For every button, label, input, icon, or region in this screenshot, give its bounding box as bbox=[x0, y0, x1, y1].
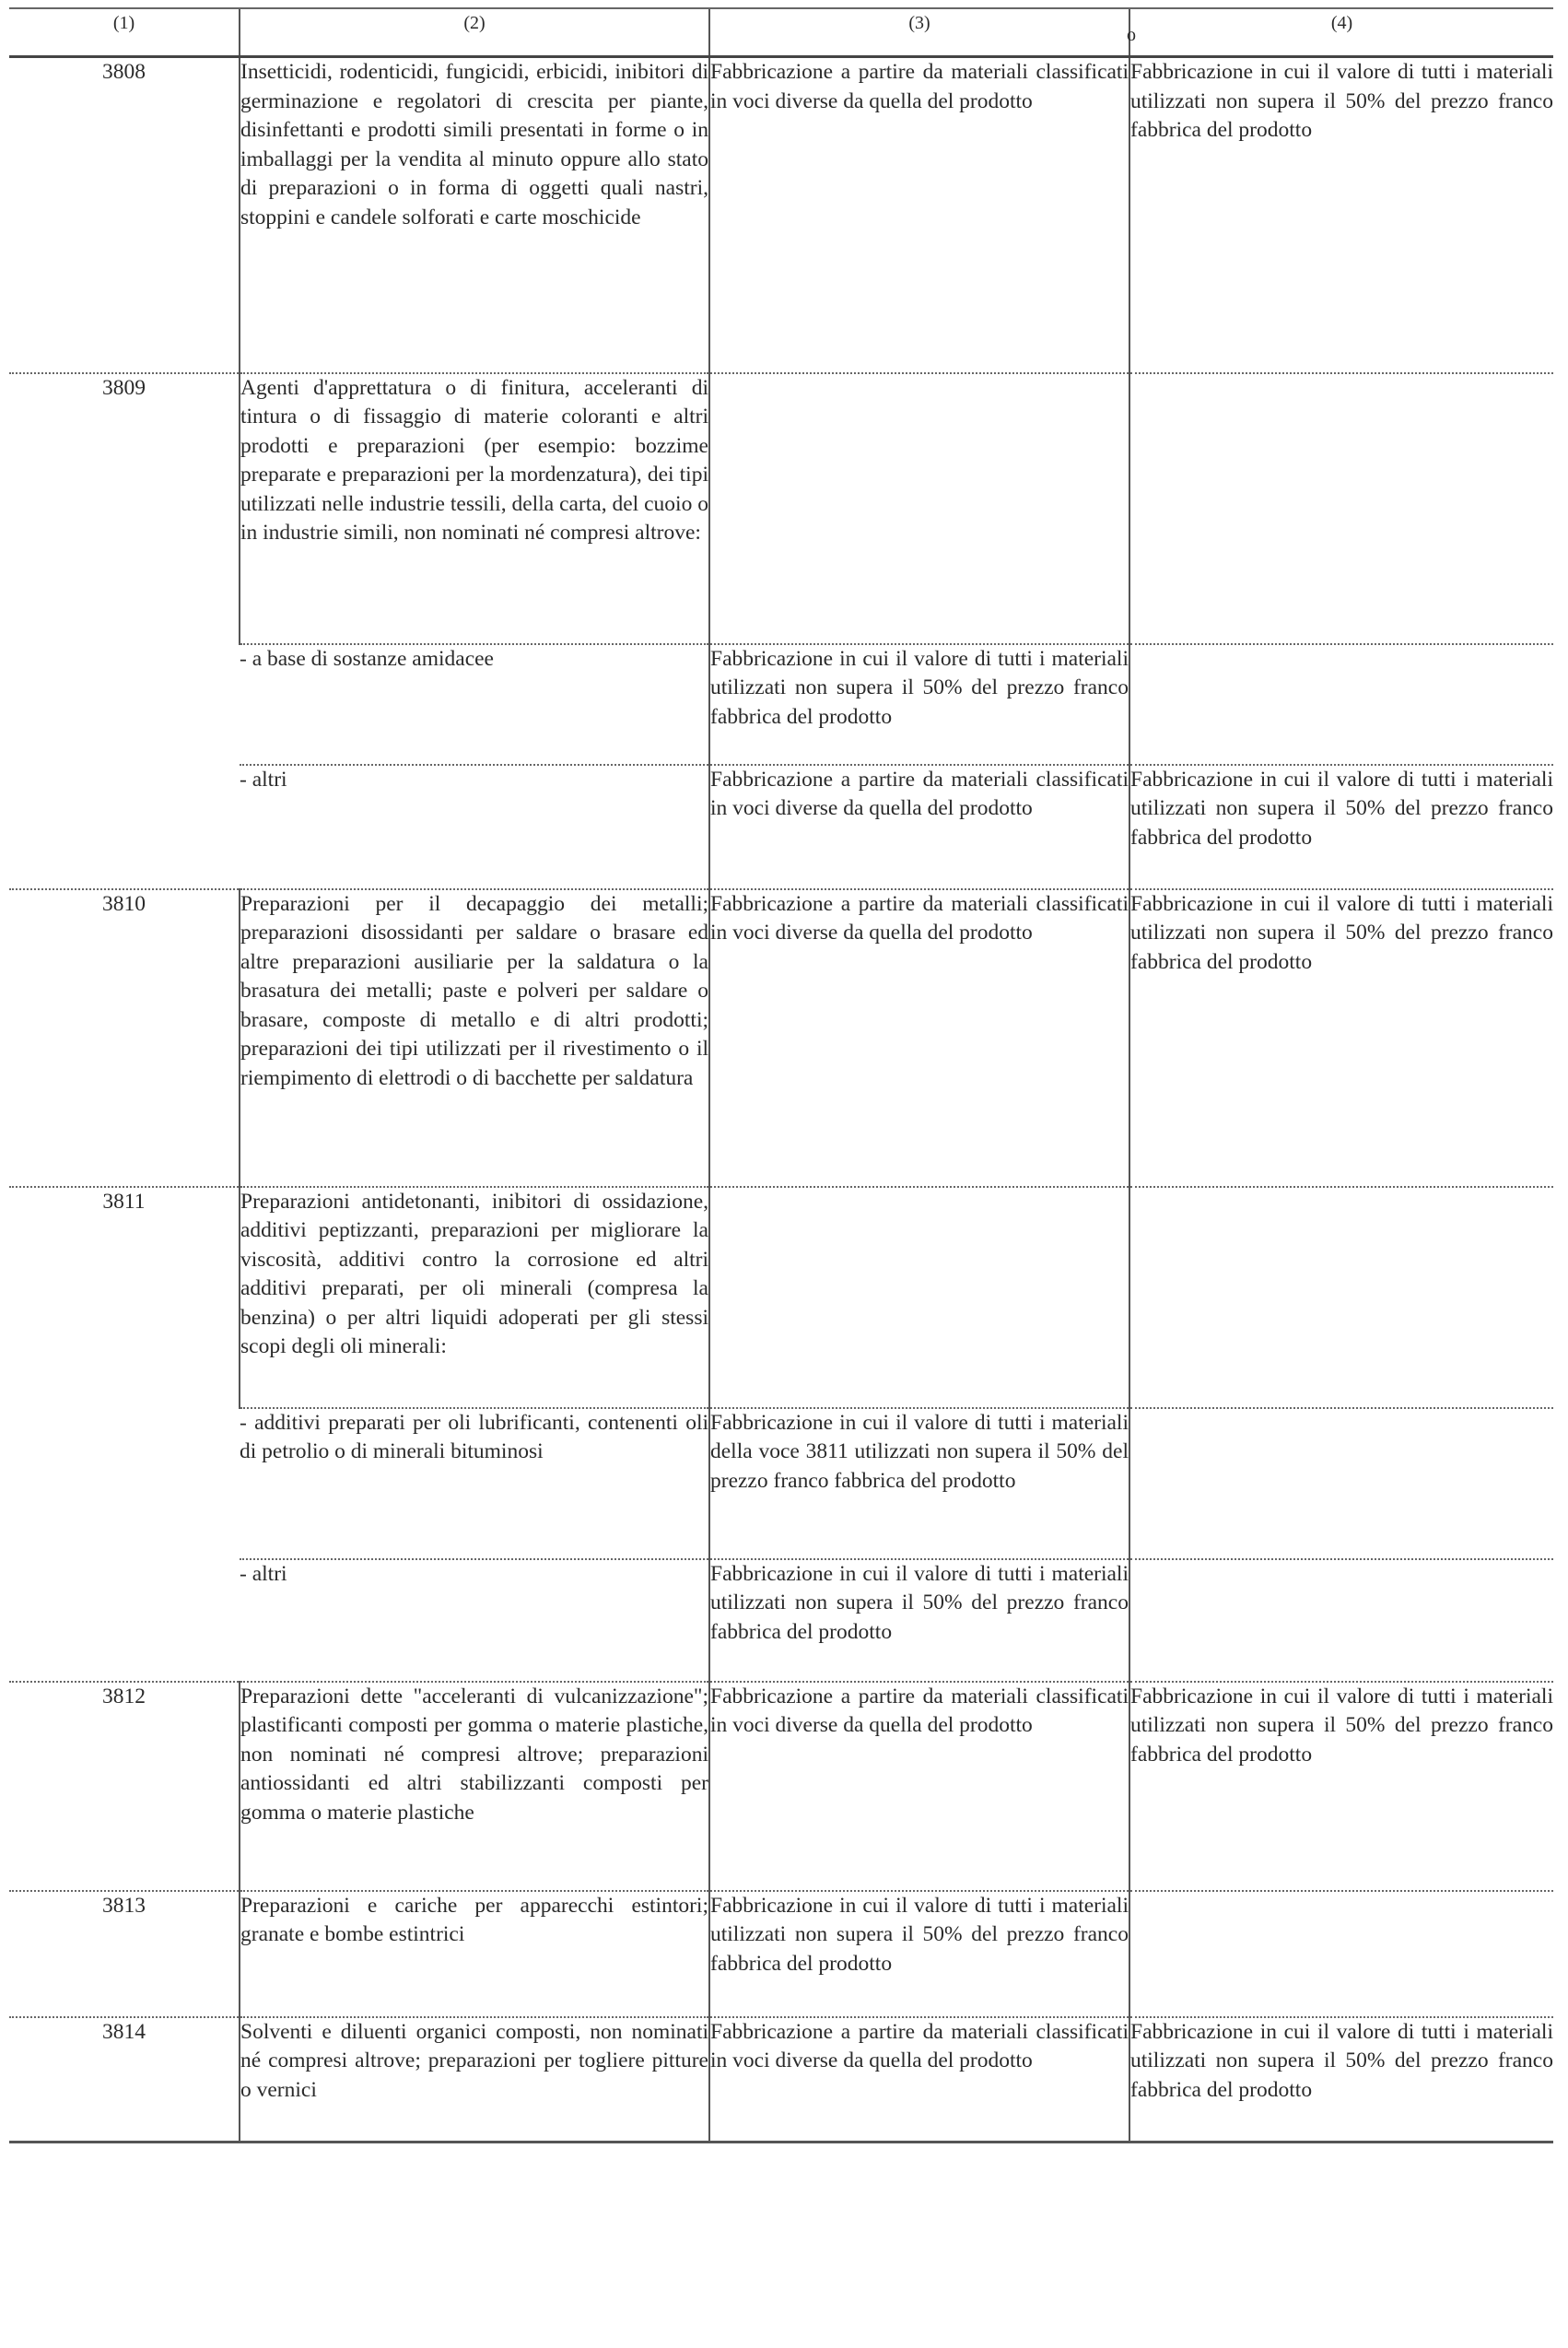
product-subdescription: - additivi preparati per oli lubrificanti, contenenti oli di petrolio o di minerali bituminosi bbox=[240, 1408, 709, 1559]
rule-col-4 bbox=[1129, 1559, 1553, 1682]
rule-col-4 bbox=[1129, 373, 1553, 644]
rule-col-4: Fabbricazione in cui il valore di tutti i materiali utilizzati non supera il 50% del prezzo franco fabbrica del prodotto bbox=[1129, 1682, 1553, 1891]
hs-code: 3809 bbox=[9, 373, 240, 889]
hs-code: 3811 bbox=[9, 1187, 240, 1682]
hs-code: 3814 bbox=[9, 2017, 240, 2143]
product-description: Preparazioni dette "acceleranti di vulcanizzazione"; plastificanti composti per gomma o materie plastiche, non nominati né compresi altrove; preparazioni antiossidanti ed altri stabilizzanti composti per gomma o materie plastiche bbox=[240, 1682, 709, 1891]
table-row bbox=[9, 644, 1553, 765]
rule-col-3: Fabbricazione in cui il valore di tutti i materiali utilizzati non supera il 50% del prezzo franco fabbrica del prodotto bbox=[709, 644, 1129, 765]
product-subdescription: - a base di sostanze amidacee bbox=[240, 644, 709, 765]
table-row bbox=[9, 1891, 1553, 2017]
rule-col-4 bbox=[1129, 1408, 1553, 1559]
hs-code: 3810 bbox=[9, 889, 240, 1187]
rule-col-4: Fabbricazione in cui il valore di tutti i materiali utilizzati non supera il 50% del prezzo franco fabbrica del prodotto bbox=[1129, 57, 1553, 373]
rules-table bbox=[9, 7, 1553, 2143]
hs-code: 3813 bbox=[9, 1891, 240, 2017]
product-subdescription: - altri bbox=[240, 1559, 709, 1682]
table-header-row bbox=[9, 8, 1553, 57]
header-col-2: (2) bbox=[240, 8, 709, 57]
table-row bbox=[9, 1408, 1553, 1559]
product-description: Agenti d'apprettatura o di finitura, acceleranti di tintura o di fissaggio di materie coloranti e altri prodotti e preparazioni (per esempio: bozzime preparate e preparazioni per la mordenzatura), dei tipi utilizzati nelle industrie tessili, della carta, del cuoio o in industrie simili, non nominati né compresi altrove: bbox=[240, 373, 709, 644]
table-row bbox=[9, 2017, 1553, 2143]
rule-col-3: Fabbricazione a partire da materiali classificati in voci diverse da quella del prodotto bbox=[709, 57, 1129, 373]
rule-col-3: Fabbricazione a partire da materiali classificati in voci diverse da quella del prodotto bbox=[709, 1682, 1129, 1891]
header-col-3-label: (3) bbox=[908, 13, 930, 33]
rule-col-3: Fabbricazione in cui il valore di tutti i materiali della voce 3811 utilizzati non supera il 50% del prezzo franco fabbrica del prodotto bbox=[709, 1408, 1129, 1559]
rule-col-4 bbox=[1129, 1187, 1553, 1408]
table-row bbox=[9, 373, 1553, 644]
table-row bbox=[9, 57, 1553, 373]
rule-col-3: Fabbricazione a partire da materiali classificati in voci diverse da quella del prodotto bbox=[709, 765, 1129, 889]
rule-col-3: Fabbricazione in cui il valore di tutti i materiali utilizzati non supera il 50% del prezzo franco fabbrica del prodotto bbox=[709, 1891, 1129, 2017]
header-col-4: (4) bbox=[1129, 8, 1553, 57]
product-subdescription: - altri bbox=[240, 765, 709, 889]
product-description: Preparazioni e cariche per apparecchi estintori; granate e bombe estintrici bbox=[240, 1891, 709, 2017]
rule-col-3 bbox=[709, 1187, 1129, 1408]
header-or-word: o bbox=[1127, 25, 1136, 45]
rule-col-4: Fabbricazione in cui il valore di tutti i materiali utilizzati non supera il 50% del prezzo franco fabbrica del prodotto bbox=[1129, 765, 1553, 889]
table-row bbox=[9, 1187, 1553, 1408]
rule-col-3 bbox=[709, 373, 1129, 644]
header-col-1: (1) bbox=[9, 8, 240, 57]
product-description: Preparazioni antidetonanti, inibitori di ossidazione, additivi peptizzanti, preparazioni per migliorare la viscosità, additivi contro la corrosione ed altri additivi preparati, per oli minerali (compresa la benzina) o per altri liquidi adoperati per gli stessi scopi degli oli minerali: bbox=[240, 1187, 709, 1408]
rule-col-4 bbox=[1129, 644, 1553, 765]
table-row bbox=[9, 889, 1553, 1187]
table-row bbox=[9, 765, 1553, 889]
product-description: Preparazioni per il decapaggio dei metalli; preparazioni disossidanti per saldare o brasare ed altre preparazioni ausiliarie per la saldatura o la brasatura dei metalli; paste e polveri per saldare o brasare, composte di metallo e di altri prodotti; preparazioni dei tipi utilizzati per il rivestimento o il riempimento di elettrodi o di bacchette per saldatura bbox=[240, 889, 709, 1187]
table-row bbox=[9, 1682, 1553, 1891]
header-col-3 bbox=[709, 8, 1136, 57]
table-row bbox=[9, 1559, 1553, 1682]
rule-col-4: Fabbricazione in cui il valore di tutti i materiali utilizzati non supera il 50% del prezzo franco fabbrica del prodotto bbox=[1129, 889, 1553, 1187]
product-description: Insetticidi, rodenticidi, fungicidi, erbicidi, inibitori di germinazione e regolatori di crescita per piante, disinfettanti e prodotti simili presentati in forme o in imballaggi per la vendita al minuto oppure allo stato di preparazioni o in forma di oggetti quali nastri, stoppini e candele solforati e carte moschicide bbox=[240, 57, 709, 373]
rule-col-4 bbox=[1129, 1891, 1553, 2017]
product-description: Solventi e diluenti organici composti, non nominati né compresi altrove; preparazioni per togliere pitture o vernici bbox=[240, 2017, 709, 2143]
rule-col-3: Fabbricazione a partire da materiali classificati in voci diverse da quella del prodotto bbox=[709, 2017, 1129, 2143]
rule-col-3: Fabbricazione in cui il valore di tutti i materiali utilizzati non supera il 50% del prezzo franco fabbrica del prodotto bbox=[709, 1559, 1129, 1682]
rule-col-4: Fabbricazione in cui il valore di tutti i materiali utilizzati non supera il 50% del prezzo franco fabbrica del prodotto bbox=[1129, 2017, 1553, 2143]
rule-col-3: Fabbricazione a partire da materiali classificati in voci diverse da quella del prodotto bbox=[709, 889, 1129, 1187]
document-page bbox=[9, 7, 1553, 2143]
hs-code: 3808 bbox=[9, 57, 240, 373]
hs-code: 3812 bbox=[9, 1682, 240, 1891]
